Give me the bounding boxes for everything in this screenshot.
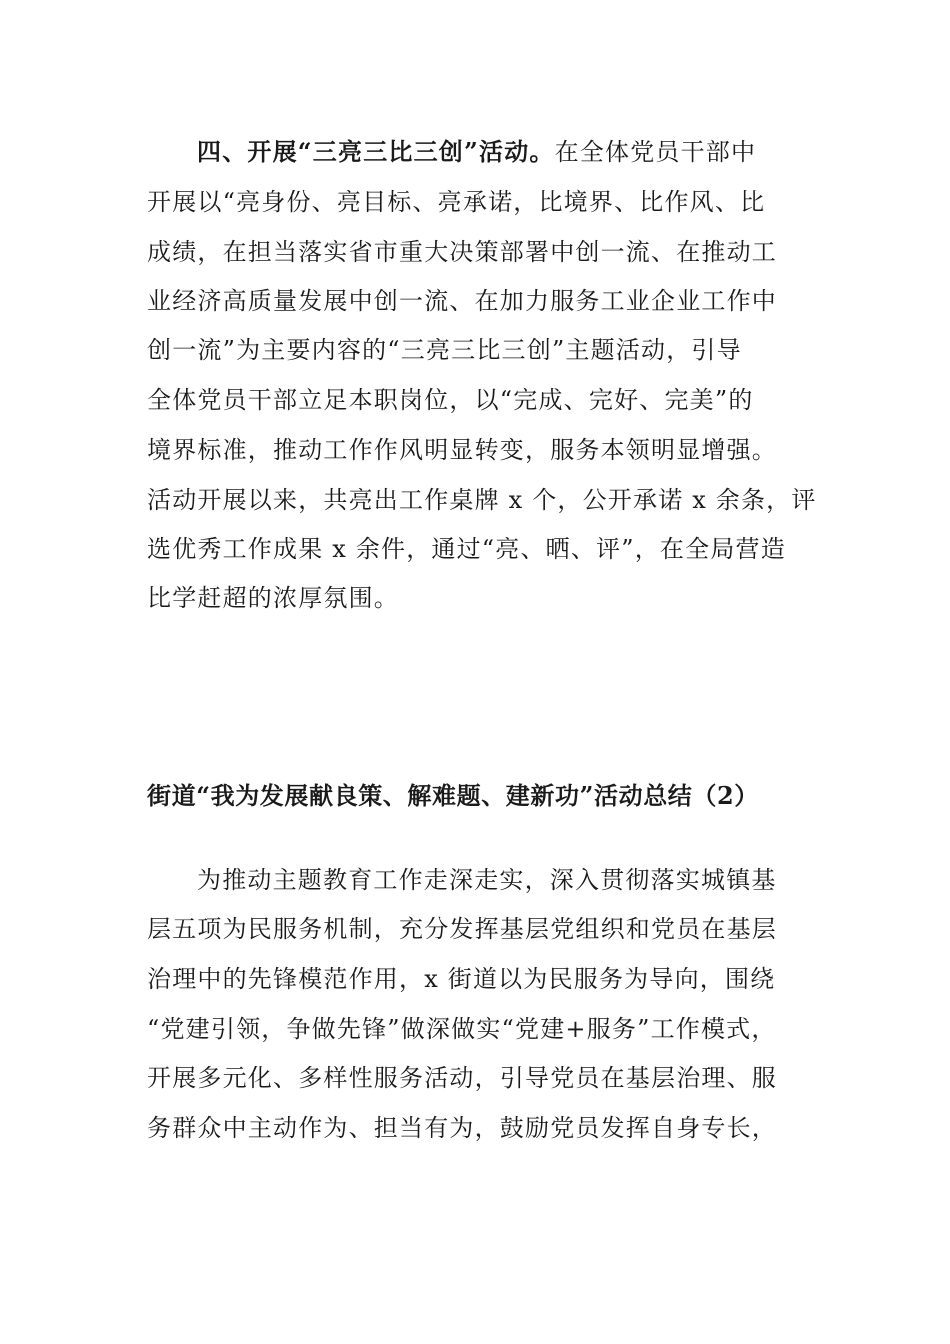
- paragraph-line: 全体党员干部立足本职岗位，以“完成、完好、完美”的: [147, 386, 754, 414]
- paragraph-line: 层五项为民服务机制，充分发挥基层党组织和党员在基层: [147, 915, 777, 943]
- section-heading: 四、开展“三亮三比三创”活动。: [197, 137, 555, 166]
- article-title: 街道“我为发展献良策、解难题、建新功”活动总结（2）: [147, 781, 759, 810]
- paragraph-line: 业经济高质量发展中创一流、在加力服务工业企业工作中: [147, 287, 777, 315]
- paragraph-line: 成绩，在担当落实省市重大决策部署中创一流、在推动工: [147, 238, 777, 266]
- paragraph-line: 选优秀工作成果 x 余件，通过“亮、晒、评”，在全局营造: [147, 535, 786, 563]
- paragraph-line: 比学赶超的浓厚氛围。: [147, 584, 399, 612]
- paragraph-text: 在全体党员干部中: [554, 138, 757, 166]
- paragraph-line: 为推动主题教育工作走深走实，深入贯彻落实城镇基: [197, 866, 777, 894]
- paragraph-line: 开展以“亮身份、亮目标、亮承诺，比境界、比作风、比: [147, 188, 766, 216]
- paragraph-line: 境界标准，推动工作作风明显转变，服务本领明显增强。: [147, 436, 777, 464]
- paragraph-line: “党建引领，争做先锋”做深做实“党建+服务”工作模式，: [147, 1015, 777, 1043]
- paragraph-line: [197, 136, 756, 168]
- paragraph-line: 创一流”为主要内容的“三亮三比三创”主题活动，引导: [147, 336, 742, 364]
- paragraph-line: 活动开展以来，共亮出工作桌牌 x 个，公开承诺 x 余条，评: [147, 486, 817, 514]
- paragraph-line: 开展多元化、多样性服务活动，引导党员在基层治理、服: [147, 1064, 777, 1092]
- paragraph-line: 治理中的先锋模范作用，x 街道以为民服务为导向，围绕: [147, 965, 776, 993]
- paragraph-line: 务群众中主动作为、担当有为，鼓励党员发挥自身专长，: [147, 1114, 777, 1142]
